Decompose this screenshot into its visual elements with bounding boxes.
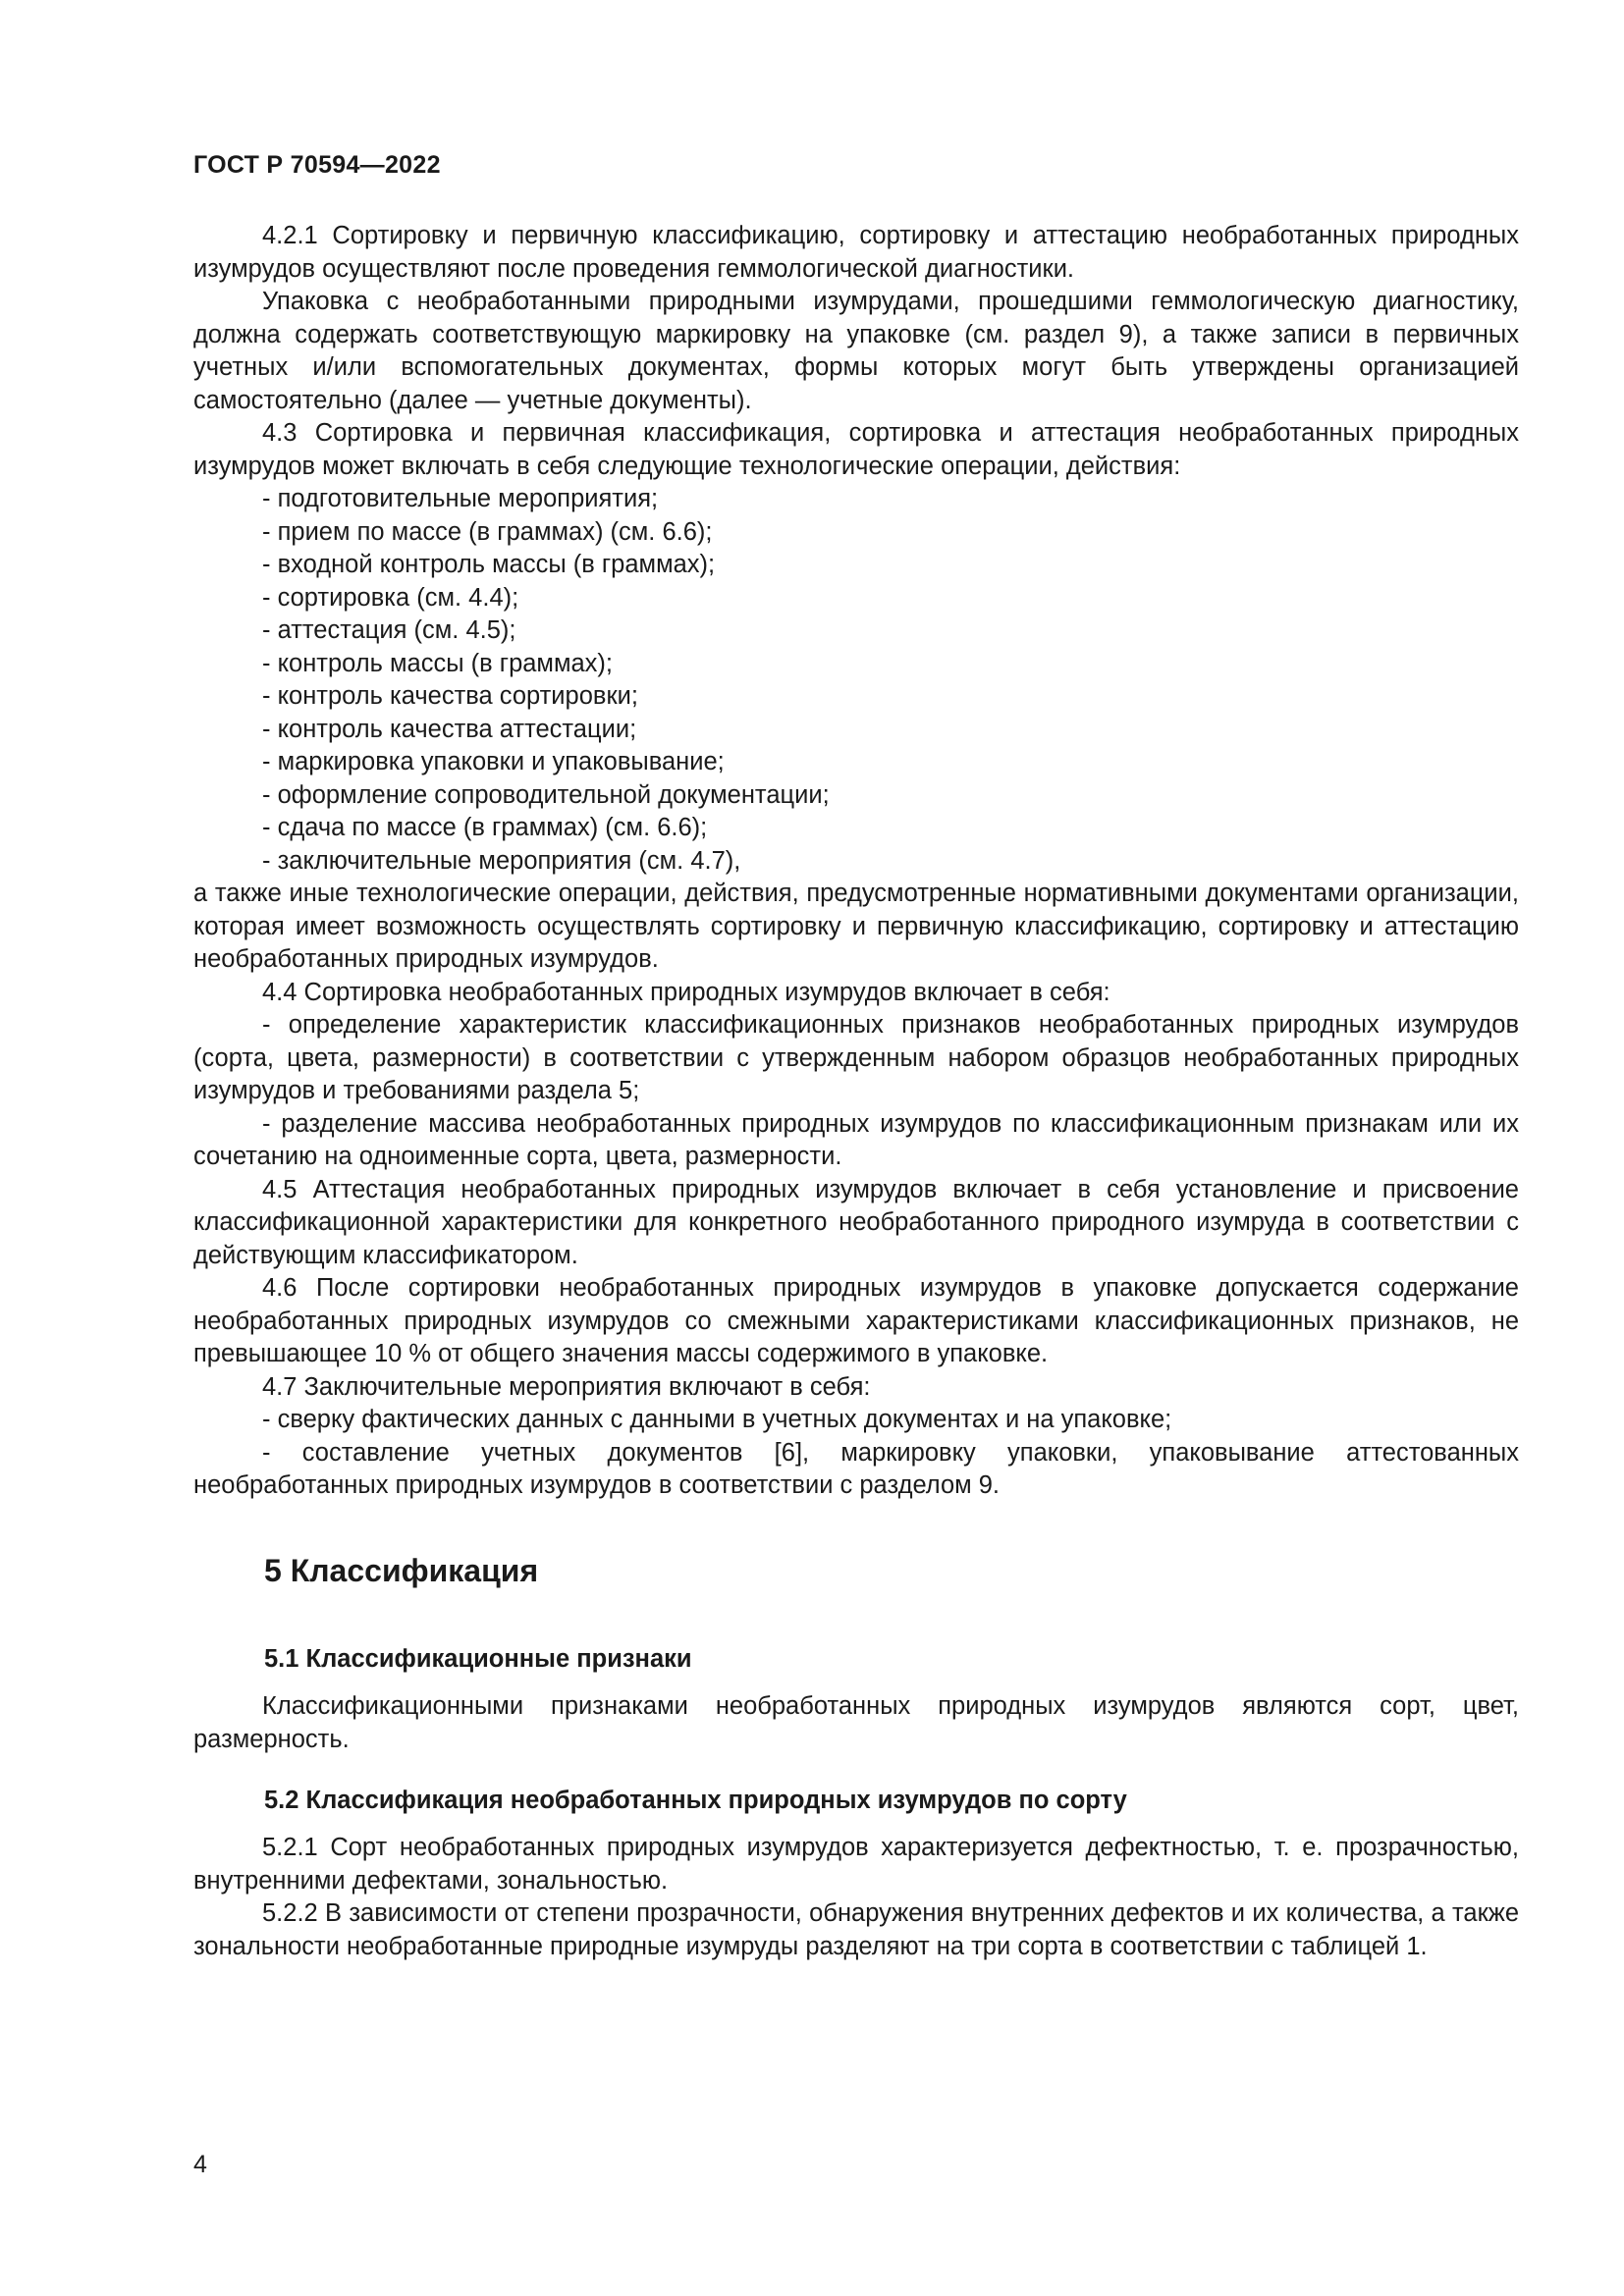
subsection-5-1-title: 5.1 Классификационные признаки — [264, 1645, 692, 1673]
paragraph-5-2-2: 5.2.2 В зависимости от степени прозрачности, обнаружения внутренних дефектов и их количества, а также зональности необработанные природные изумруды разделяют на три сорта в соответствии с таблицей 1. — [193, 1899, 1519, 1960]
section-5-1-body — [193, 1690, 1519, 1756]
paragraph-4-7-item-a: - сверку фактических данных с данными в учетных документах и на упаковке; — [262, 1406, 1172, 1433]
list-item: - сортировка (см. 4.4); — [262, 583, 519, 612]
list-item: - подготовительные мероприятия; — [262, 485, 659, 512]
paragraph-4-2-1: 4.2.1 Сортировку и первичную классификацию, сортировку и аттестацию необработанных природных изумрудов осуществляют после проведения геммологической диагностики. — [193, 222, 1519, 283]
section-5-2-body — [193, 1832, 1519, 1963]
paragraph-4-4: 4.4 Сортировка необработанных природных изумрудов включает в себя: — [262, 978, 1110, 1006]
paragraph-4-5: 4.5 Аттестация необработанных природных изумрудов включает в себя установление и присвоение классификационной характеристики для конкретного необработанного природного изумруда в соответствии с действующим классификатором. — [193, 1175, 1519, 1269]
list-item: - входной контроль массы (в граммах); — [262, 551, 716, 578]
list-item: - аттестация (см. 4.5); — [262, 616, 516, 644]
paragraph-5-1: Классификационными признаками необработанных природных изумрудов являются сорт, цвет, размерность. — [193, 1692, 1519, 1753]
list-item: - сдача по массе (в граммах) (см. 6.6); — [262, 814, 708, 841]
paragraph-4-7-item-b: - составление учетных документов [6], маркировку упаковки, упаковывание аттестованных необработанных природных изумрудов в соответствии с разделом 9. — [193, 1438, 1519, 1499]
list-item: - заключительные мероприятия (см. 4.7), — [262, 846, 741, 875]
paragraph-4-3: 4.3 Сортировка и первичная классификация, сортировка и аттестация необработанных природных изумрудов может включать в себя следующие технологические операции, действия: — [193, 419, 1519, 480]
paragraph-4-6: 4.6 После сортировки необработанных природных изумрудов в упаковке допускается содержание необработанных природных изумрудов со смежными характеристиками классификационных признаков, не превышающее 10 % от общего значения массы содержимого в упаковке. — [193, 1274, 1519, 1367]
page-number: 4 — [193, 2151, 207, 2178]
list-item: - контроль качества сортировки; — [262, 682, 638, 710]
list-item: - контроль массы (в граммах); — [262, 649, 613, 677]
list-item: - оформление сопроводительной документации; — [262, 780, 830, 809]
section-5-title: 5 Классификация — [264, 1553, 539, 1588]
document-code-header: ГОСТ Р 70594—2022 — [193, 151, 441, 179]
subsection-5-2-title: 5.2 Классификация необработанных природных изумрудов по сорту — [264, 1787, 1127, 1814]
list-item: - контроль качества аттестации; — [262, 715, 637, 743]
list-item: - прием по массе (в граммах) (см. 6.6); — [262, 517, 713, 546]
paragraph-4-4-item-b: - разделение массива необработанных природных изумрудов по классификационным признакам или их сочетанию на одноименные сорта, цвета, размерности. — [193, 1109, 1519, 1170]
list-item: - маркировка упаковки и упаковывание; — [262, 748, 725, 775]
paragraph-5-2-1: 5.2.1 Сорт необработанных природных изумрудов характеризуется дефектностью, т. е. прозрачностью, внутренними дефектами, зональностью. — [193, 1834, 1519, 1895]
paragraph-also-operations: а также иные технологические операции, действия, предусмотренные нормативными документами организации, которая имеет возможность осуществлять сортировку и первичную классификацию, сортировку и аттестацию необработанных природных изумрудов. — [193, 880, 1519, 973]
paragraph-packaging: Упаковка с необработанными природными изумрудами, прошедшими геммологическую диагностику, должна содержать соответствующую маркировку на упаковке (см. раздел 9), а также записи в первичных учетных и/или вспомогательных документах, формы которых могут быть утверждены организацией самостоятельно (далее — учетные документы). — [193, 288, 1519, 414]
paragraph-4-7: 4.7 Заключительные мероприятия включают в себя: — [262, 1372, 871, 1401]
paragraph-4-4-item-a: - определение характеристик классификационных признаков необработанных природных изумрудов (сорта, цвета, размерности) в соответствии с утвержденным набором образцов необработанных природных изумрудов и требованиями раздела 5; — [193, 1011, 1519, 1104]
section-4-body — [193, 220, 1519, 1503]
